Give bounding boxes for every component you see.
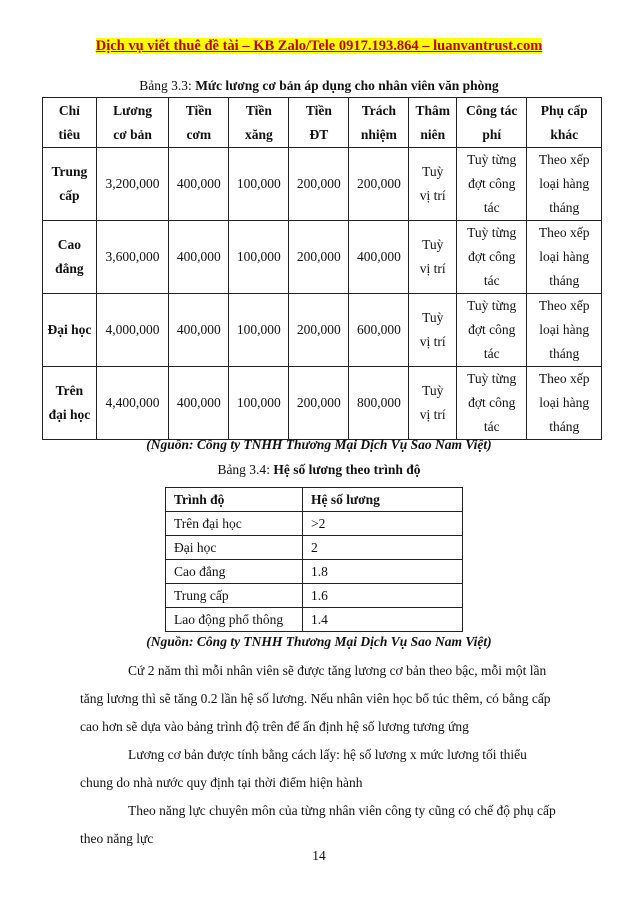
cell-level: Trung cấp — [166, 584, 303, 608]
cell-seniority: Tuỳ vị trí — [409, 148, 457, 221]
promo-banner — [0, 38, 638, 55]
table1-caption-label: Bảng 3.3 — [139, 78, 189, 93]
cell-level: Trên đại học — [166, 512, 303, 536]
cell-other: Theo xếp loại hàng tháng — [527, 367, 602, 440]
table-row — [166, 560, 463, 584]
cell-base: 4,000,000 — [96, 294, 168, 367]
body-paragraph: Lương cơ bản được tính bằng cách lấy: hệ số lương x mức lương tối thiểu chung do nhà nước quy định tại thời điểm hiện hành — [80, 747, 527, 790]
header-cell: Hệ số lương — [303, 488, 463, 512]
cell-seniority: Tuỳ vị trí — [409, 367, 457, 440]
table1-source: (Nguồn: Công ty TNHH Thương Mại Dịch Vụ Sao Nam Việt) — [146, 437, 492, 452]
table1-caption: Bảng 3.3: Mức lương cơ bản áp dụng cho nhân viên văn phòng — [139, 78, 499, 93]
cell-other: Theo xếp loại hàng tháng — [527, 221, 602, 294]
table2-caption-label: Bảng 3.4 — [217, 462, 267, 477]
cell-phone: 200,000 — [289, 367, 349, 440]
table2-caption: Bảng 3.4: Hệ số lương theo trình độ — [217, 462, 421, 477]
cell-level: Cao đẳng — [166, 560, 303, 584]
row-level: Trung cấp — [43, 148, 97, 221]
table-row — [43, 221, 602, 294]
cell-fuel: 100,000 — [229, 148, 289, 221]
cell-travel: Tuỳ từng đợt công tác — [457, 221, 527, 294]
cell-base: 3,200,000 — [96, 148, 168, 221]
cell-meal: 400,000 — [169, 367, 229, 440]
cell-responsibility: 600,000 — [349, 294, 409, 367]
cell-other: Theo xếp loại hàng tháng — [527, 294, 602, 367]
header-cell: Thâm niên — [409, 98, 457, 148]
header-cell: Chỉ tiêu — [43, 98, 97, 148]
header-cell: Trách nhiệm — [349, 98, 409, 148]
table-row — [43, 148, 602, 221]
cell-coefficient: 1.6 — [303, 584, 463, 608]
table-row — [43, 367, 602, 440]
header-cell: Phụ cấp khác — [527, 98, 602, 148]
table-row — [166, 512, 463, 536]
header-cell: Tiền ĐT — [289, 98, 349, 148]
cell-seniority: Tuỳ vị trí — [409, 221, 457, 294]
cell-travel: Tuỳ từng đợt công tác — [457, 148, 527, 221]
cell-responsibility: 400,000 — [349, 221, 409, 294]
header-cell: Trình độ — [166, 488, 303, 512]
body-paragraph: Cứ 2 năm thì mỗi nhân viên sẽ được tăng lương cơ bản theo bậc, mỗi một lần tăng lương thì sẽ tăng 0.2 lần hệ số lương. Nếu nhân viên học bổ túc thêm, có bằng cấp cao hơn sẽ dựa vào bảng trình độ trên để ấn định hệ số lương tương ứng — [80, 663, 551, 734]
cell-coefficient: >2 — [303, 512, 463, 536]
cell-responsibility: 200,000 — [349, 148, 409, 221]
table-row — [166, 608, 463, 632]
cell-travel: Tuỳ từng đợt công tác — [457, 367, 527, 440]
salary-table-header — [43, 98, 602, 148]
cell-level: Đại học — [166, 536, 303, 560]
body-paragraph: Theo năng lực chuyên môn của từng nhân viên công ty cũng có chế độ phụ cấp theo năng lực — [80, 803, 556, 846]
cell-responsibility: 800,000 — [349, 367, 409, 440]
cell-coefficient: 1.4 — [303, 608, 463, 632]
cell-fuel: 100,000 — [229, 221, 289, 294]
salary-table — [42, 97, 602, 440]
cell-base: 4,400,000 — [96, 367, 168, 440]
row-level: Đại học — [43, 294, 97, 367]
table2-caption-text: Hệ số lương theo trình độ — [273, 462, 421, 477]
coefficient-table-header — [166, 488, 463, 512]
coefficient-table — [165, 487, 463, 632]
row-level: Trên đại học — [43, 367, 97, 440]
cell-seniority: Tuỳ vị trí — [409, 294, 457, 367]
cell-travel: Tuỳ từng đợt công tác — [457, 294, 527, 367]
cell-meal: 400,000 — [169, 148, 229, 221]
cell-fuel: 100,000 — [229, 294, 289, 367]
promo-banner-text: Dịch vụ viết thuê đề tài – KB Zalo/Tele 0917.193.864 – luanvantrust.com — [95, 38, 543, 54]
page-number: 14 — [312, 848, 326, 863]
cell-meal: 400,000 — [169, 294, 229, 367]
table-row — [43, 294, 602, 367]
cell-other: Theo xếp loại hàng tháng — [527, 148, 602, 221]
header-cell: Tiền cơm — [169, 98, 229, 148]
cell-phone: 200,000 — [289, 294, 349, 367]
cell-meal: 400,000 — [169, 221, 229, 294]
table-row — [166, 584, 463, 608]
table-row — [166, 536, 463, 560]
cell-phone: 200,000 — [289, 148, 349, 221]
table1-caption-text: Mức lương cơ bản áp dụng cho nhân viên văn phòng — [195, 78, 499, 93]
cell-fuel: 100,000 — [229, 367, 289, 440]
header-cell: Tiền xăng — [229, 98, 289, 148]
cell-phone: 200,000 — [289, 221, 349, 294]
row-level: Cao đẳng — [43, 221, 97, 294]
header-cell: Lương cơ bản — [96, 98, 168, 148]
cell-coefficient: 2 — [303, 536, 463, 560]
cell-level: Lao động phổ thông — [166, 608, 303, 632]
header-cell: Công tác phí — [457, 98, 527, 148]
cell-coefficient: 1.8 — [303, 560, 463, 584]
cell-base: 3,600,000 — [96, 221, 168, 294]
table2-source: (Nguồn: Công ty TNHH Thương Mại Dịch Vụ Sao Nam Việt) — [146, 634, 492, 649]
